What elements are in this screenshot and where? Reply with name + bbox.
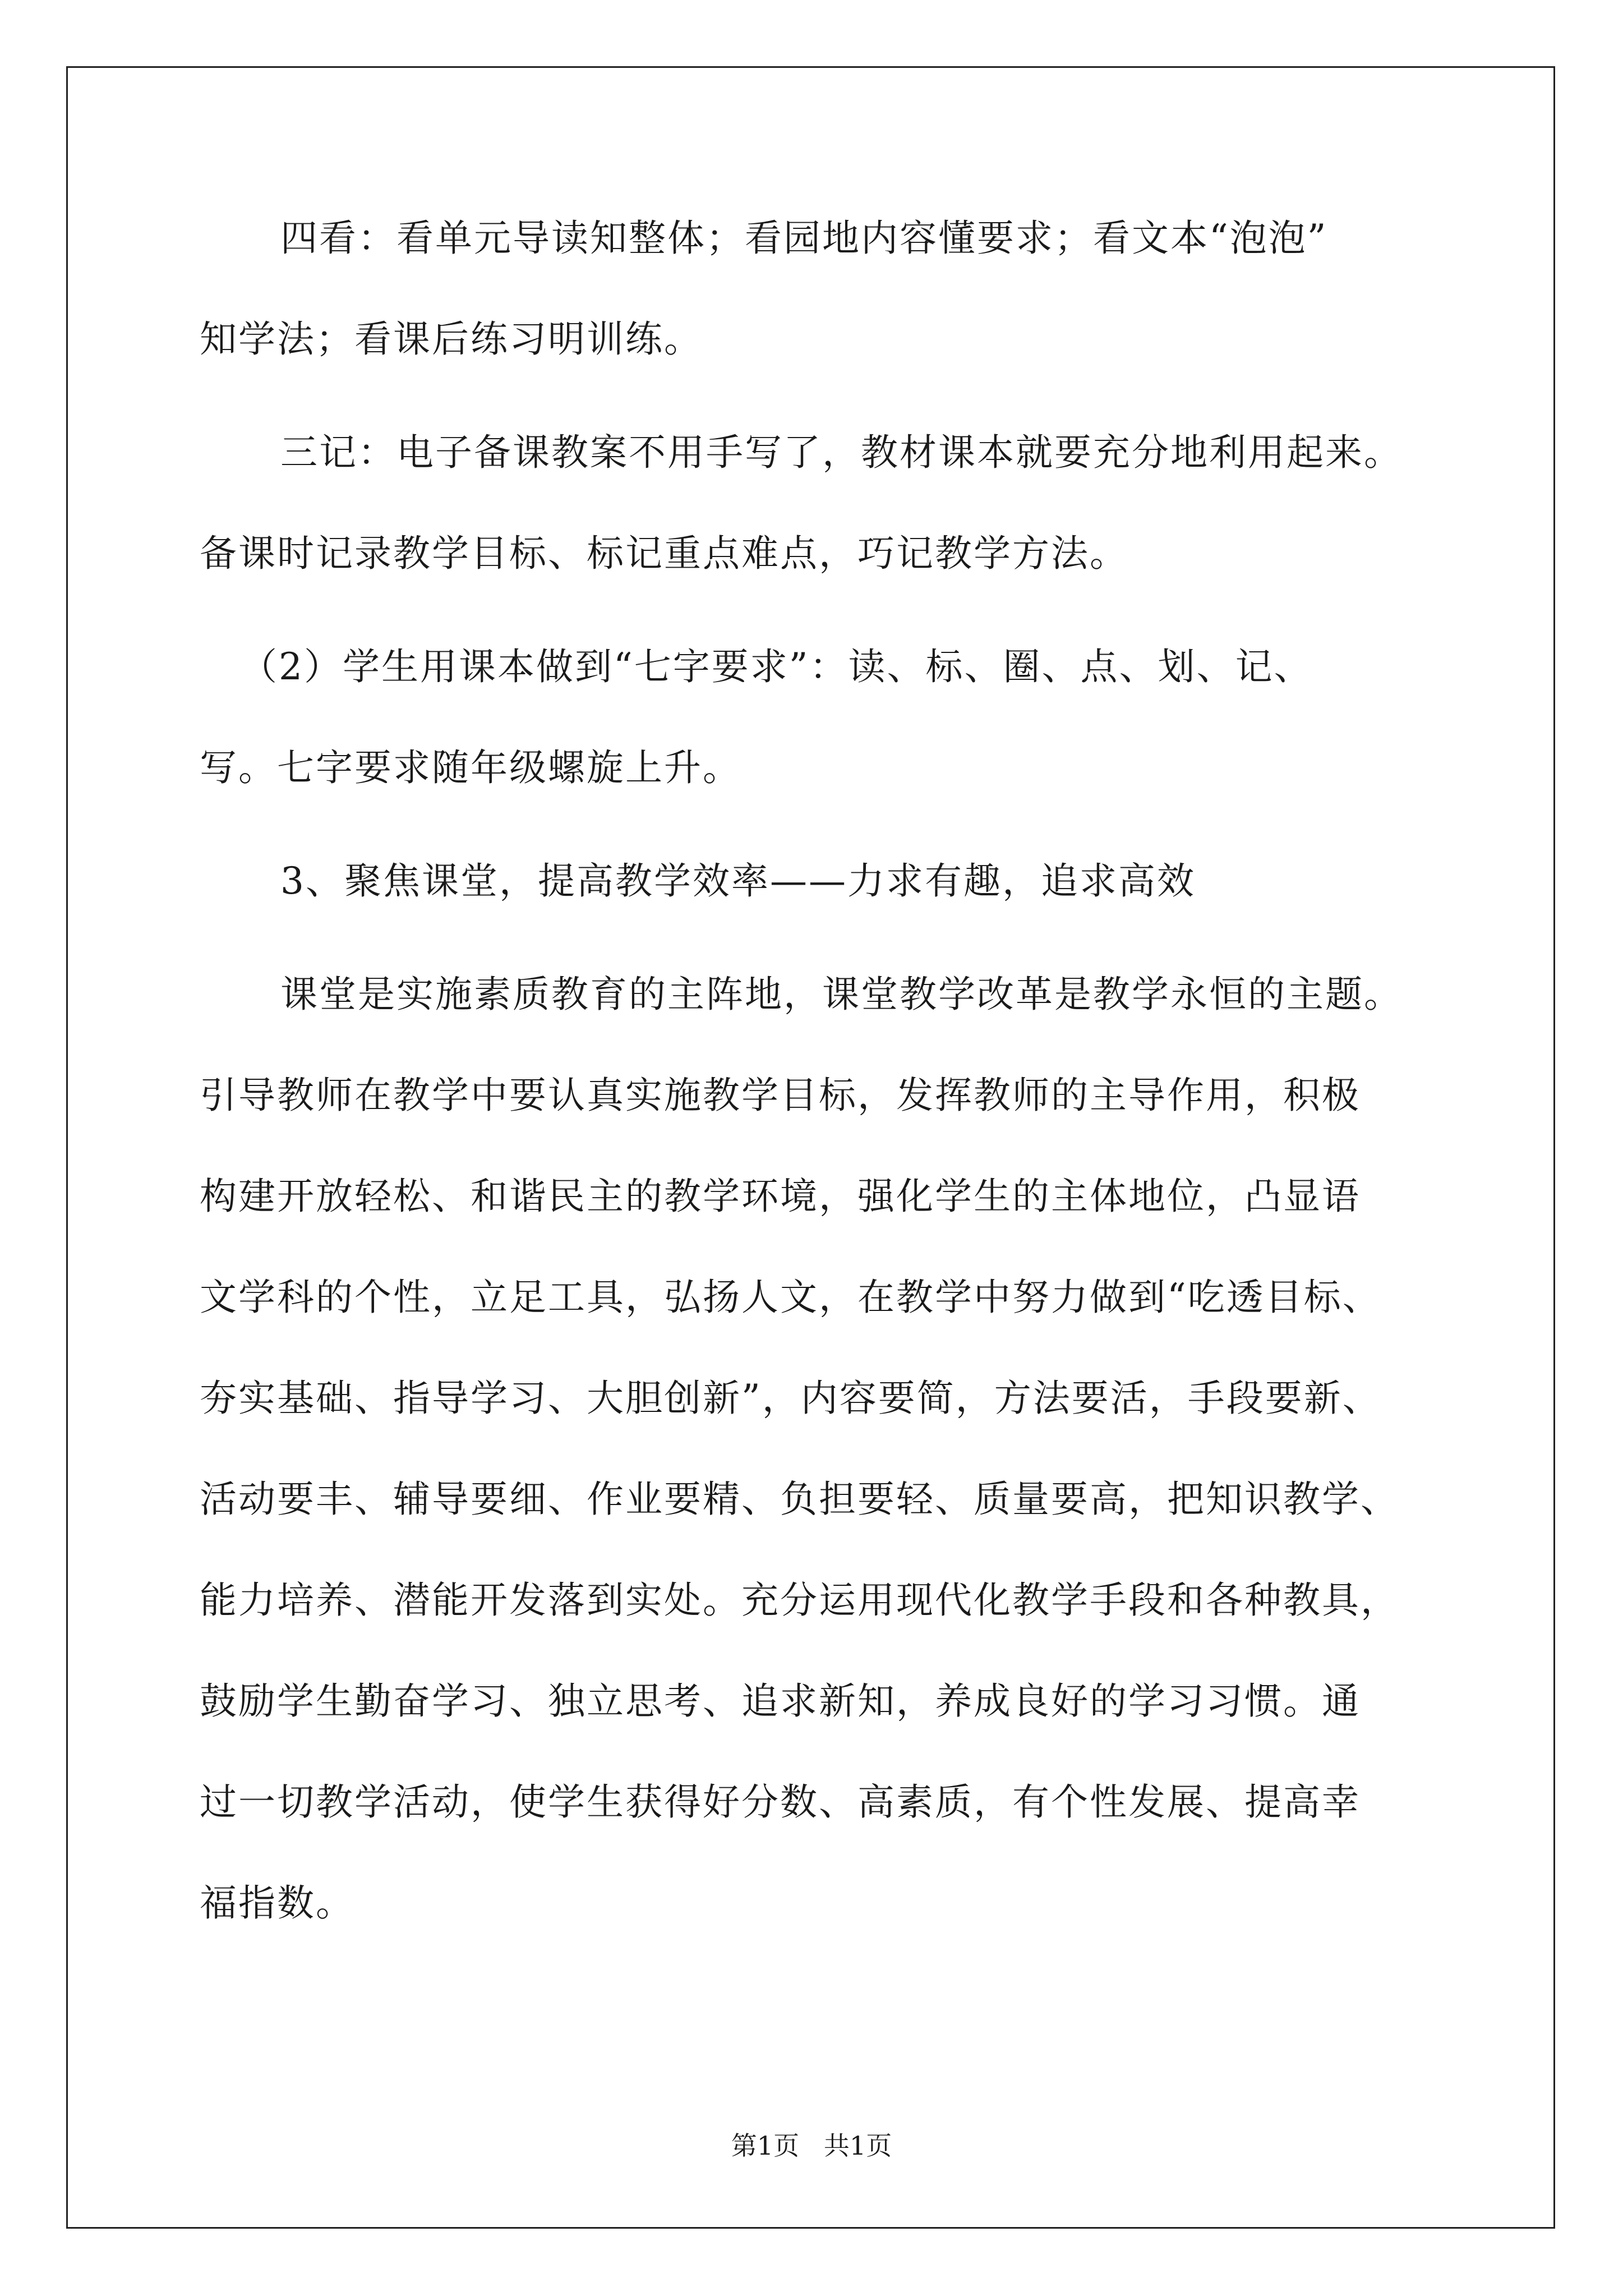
paragraph-line: 三记：电子备课教案不用手写了，教材课本就要充分地利用起来。 (280, 431, 1403, 474)
paragraph-line: 知学法；看课后练习明训练。 (200, 318, 703, 361)
paragraph-line: 写。七字要求随年级螺旋上升。 (200, 746, 741, 789)
paragraph-line: 能力培养、潜能开发落到实处。充分运用现代化教学手段和各种教具， (200, 1579, 1399, 1622)
page-number-footer: 第1页 共1页 (731, 2131, 892, 2161)
paragraph-line: 引导教师在教学中要认真实施教学目标，发挥教师的主导作用，积极 (200, 1074, 1361, 1117)
paragraph-line: 鼓励学生勤奋学习、独立思考、追求新知，养成良好的学习习惯。通 (200, 1680, 1361, 1723)
paragraph-line: 课堂是实施素质教育的主阵地，课堂教学改革是教学永恒的主题。 (280, 973, 1403, 1016)
paragraph-line: 福指数。 (200, 1881, 354, 1925)
paragraph-line: 过一切教学活动，使学生获得好分数、高素质，有个性发展、提高幸 (200, 1780, 1361, 1824)
paragraph-line: 备课时记录教学目标、标记重点难点，巧记教学方法。 (200, 532, 1128, 575)
paragraph-line: （2）学生用课本做到“七字要求”：读、标、圈、点、划、记、 (240, 645, 1313, 688)
paragraph-line: 四看：看单元导读知整体；看园地内容懂要求；看文本“泡泡” (280, 217, 1328, 260)
paragraph-line: 构建开放轻松、和谐民主的教学环境，强化学生的主体地位，凸显语 (200, 1175, 1361, 1218)
paragraph-line: 活动要丰、辅导要细、作业要精、负担要轻、质量要高，把知识教学、 (200, 1478, 1399, 1521)
paragraph-line: 文学科的个性，立足工具，弘扬人文，在教学中努力做到“吃透目标、 (200, 1276, 1381, 1319)
section-heading: 3、聚焦课堂，提高教学效率——力求有趣，追求高效 (280, 859, 1196, 903)
paragraph-line: 夯实基础、指导学习、大胆创新”，内容要简，方法要活，手段要新、 (200, 1377, 1381, 1420)
